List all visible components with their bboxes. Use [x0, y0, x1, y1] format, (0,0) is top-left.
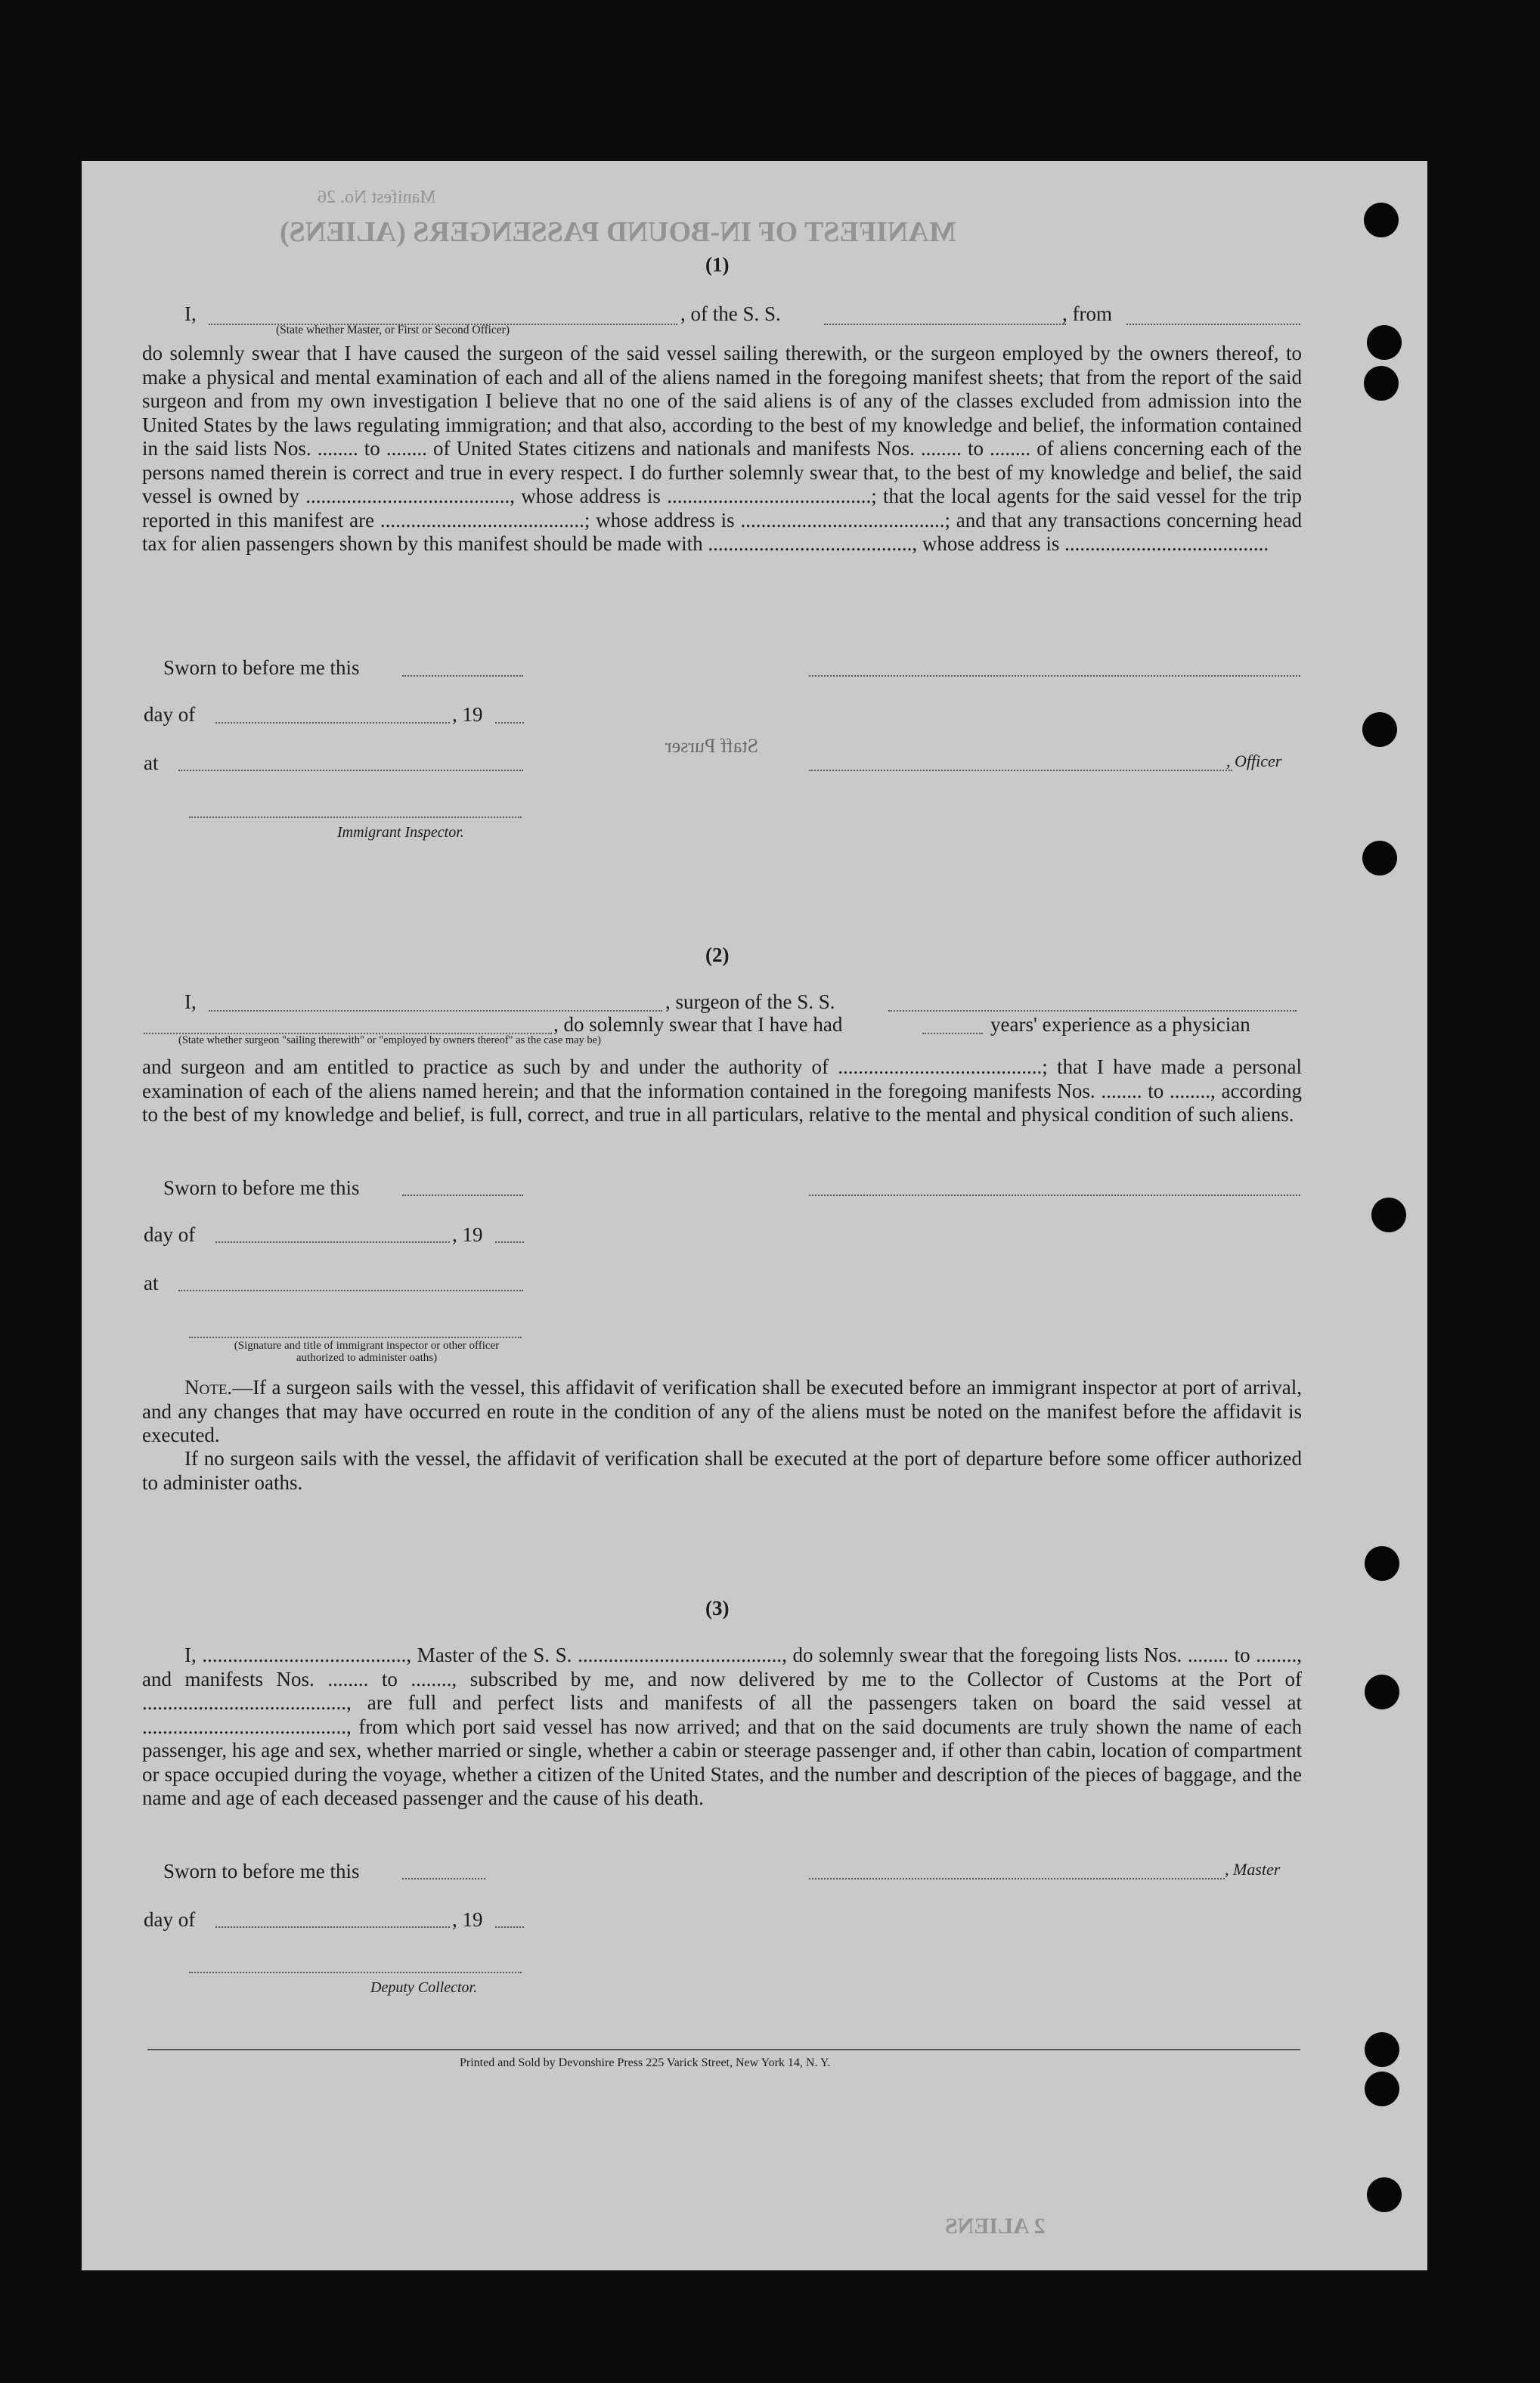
from-label: , from	[1062, 302, 1112, 325]
punch-hole	[1365, 1675, 1399, 1709]
punch-hole	[1371, 1198, 1406, 1232]
purser-stamp: Staff Purser	[665, 735, 759, 757]
day-of-field[interactable]	[215, 1926, 450, 1928]
master-note: (State whether Master, or First or Second Officer)	[276, 324, 510, 336]
no-surgeon-paragraph: If no surgeon sails with the vessel, the affidavit of verification shall be executed at the port of departure before some officer authorized to administer oaths.	[142, 1447, 1302, 1494]
at-label: at	[144, 751, 159, 774]
footer-rule	[147, 2049, 1300, 2050]
signature-title-note: (Signature and title of immigrant inspector or other officer authorized to administer oaths)	[234, 1340, 500, 1364]
day-of-label: day of	[144, 1223, 196, 1246]
officer-label: , Officer	[1226, 751, 1282, 770]
year-label: , 19	[452, 703, 483, 726]
officer-signature-field[interactable]	[809, 770, 1232, 771]
printer-credit: Printed and Sold by Devonshire Press 225 Varick Street, New York 14, N. Y.	[460, 2056, 831, 2069]
from-port-field[interactable]	[1126, 324, 1300, 325]
note-label: Note.	[184, 1376, 233, 1399]
section-2-number: (2)	[705, 944, 730, 966]
section-3-oath-paragraph: I, ........................................, Master of the S. S. ........................................, do solemnly swear that the foregoing lists Nos. ........ to ........, and manifests Nos. ........ to ........, subscribed by me, and now delivered by me to the Collector of Customs at the Port of ........................................, are full and perfect lists and manifests of all the passengers taken on board the said vessel at ........................................, from which port said vessel has now arrived; and that on the said documents are truly shown the name of each passenger, his age and sex, whether married or single, whether a cabin or steerage passenger and, if other than cabin, location of compartment or space occupied during the voyage, whether a citizen of the United States, and the number and description of the pieces of baggage, and the name and age of each deceased passenger and the cause of his death.	[142, 1644, 1302, 1809]
at-field[interactable]	[178, 770, 523, 771]
section-1-number: (1)	[705, 253, 730, 276]
years-experience-label: years' experience as a physician	[990, 1013, 1250, 1036]
day-of-label: day of	[144, 703, 196, 726]
punch-hole	[1364, 203, 1399, 237]
swear-line: , do solemnly swear that I have had	[553, 1013, 843, 1036]
inspector-signature-field[interactable]	[189, 1337, 522, 1338]
section-2-i-label: I,	[184, 990, 197, 1013]
punch-hole	[1365, 1546, 1399, 1581]
bleedthrough-title: MANIFEST OF IN-BOUND PASSENGERS (ALIENS)	[280, 216, 956, 248]
surgeon-name-field[interactable]	[209, 1010, 662, 1012]
year-field[interactable]	[495, 1241, 524, 1243]
section-1-oath-paragraph: do solemnly swear that I have caused the surgeon of the said vessel sailing therewith, or the surgeon employed by the owners thereof, to make a physical and mental examination of each and all of the aliens named in the foregoing manifest sheets; that from the report of the said surgeon and from my own investigation I believe that no one of the said aliens is of any of the classes excluded from admission into the United States by the laws regulating immigration; and that also, according to the best of my knowledge and belief, the information contained in the said lists Nos. ........ to ........ of United States citizens and nationals and manifests Nos. ........ to ........ of aliens concerning each of the persons named therein is correct and true in every respect. I do further solemnly swear that, to the best of my knowledge and belief, the said vessel is owned by ........................................, whose address is ........................................; that the local agents for the said vessel for the trip reported in this manifest are ........................................; whose address is ........................................; and that any transactions concerning head tax for alien passengers shown by this manifest should be made with ........................................, whose address is ........................................	[142, 342, 1302, 555]
bleedthrough-bottom: 2 ALIENS	[945, 2214, 1046, 2239]
sworn-date-field[interactable]	[402, 1878, 485, 1879]
sworn-label: Sworn to before me this	[163, 1176, 360, 1199]
surgeon-note: (State whether surgeon "sailing therewith" or "employed by owners thereof" as the case may be)	[178, 1034, 601, 1046]
surgeon-ship-field[interactable]	[888, 1010, 1297, 1012]
note-paragraph	[142, 1376, 1302, 1448]
deputy-collector-label: Deputy Collector.	[370, 1979, 478, 1996]
of-ss-label: , of the S. S.	[680, 302, 781, 325]
day-of-field[interactable]	[215, 722, 450, 724]
years-field[interactable]	[922, 1033, 983, 1034]
deputy-signature-field[interactable]	[189, 1972, 522, 1973]
punch-hole	[1365, 2072, 1399, 2106]
sworn-date-field[interactable]	[402, 675, 523, 677]
sworn-label: Sworn to before me this	[163, 1860, 360, 1883]
punch-hole	[1367, 2177, 1402, 2212]
section-2-oath-paragraph: and surgeon and am entitled to practice as such by and under the authority of ........................................; that I have made a personal examination of each of the aliens named herein; and that the information contained in the foregoing manifests Nos. ........ to ........, according to the best of my knowledge and belief, is full, correct, and true in all particulars, relative to the mental and physical condition of such aliens.	[142, 1055, 1302, 1126]
punch-hole	[1364, 366, 1399, 401]
signature-field[interactable]	[809, 1195, 1300, 1196]
bleedthrough-manifest-no: Manifest No. 26	[318, 187, 436, 207]
punch-hole	[1362, 841, 1397, 875]
day-of-label: day of	[144, 1908, 196, 1931]
at-label: at	[144, 1272, 159, 1294]
inspector-signature-field[interactable]	[189, 817, 522, 818]
surgeon-of-label: , surgeon of the S. S.	[665, 990, 835, 1013]
year-field[interactable]	[495, 1926, 524, 1928]
ship-name-field[interactable]	[824, 324, 1066, 325]
punch-hole	[1365, 2032, 1399, 2067]
master-label: , Master	[1225, 1860, 1281, 1879]
note-text: —If a surgeon sails with the vessel, this affidavit of verification shall be executed before an immigrant inspector at port of arrival, and any changes that may have occurred en route in the condition of any of the aliens must be noted on the manifest before the affidavit is executed.	[142, 1376, 1302, 1446]
year-label: , 19	[452, 1908, 483, 1931]
master-signature-field[interactable]	[809, 1878, 1225, 1879]
sworn-date-field[interactable]	[402, 1195, 523, 1196]
year-label: , 19	[452, 1223, 483, 1246]
immigrant-inspector-label: Immigrant Inspector.	[337, 824, 464, 841]
punch-hole	[1367, 325, 1402, 360]
at-field[interactable]	[178, 1290, 523, 1291]
sworn-label: Sworn to before me this	[163, 656, 360, 679]
signature-field[interactable]	[809, 675, 1300, 677]
punch-hole	[1362, 712, 1397, 747]
section-1-i-label: I,	[184, 302, 197, 325]
day-of-field[interactable]	[215, 1241, 450, 1243]
section-3-number: (3)	[705, 1597, 730, 1619]
year-field[interactable]	[495, 722, 524, 724]
